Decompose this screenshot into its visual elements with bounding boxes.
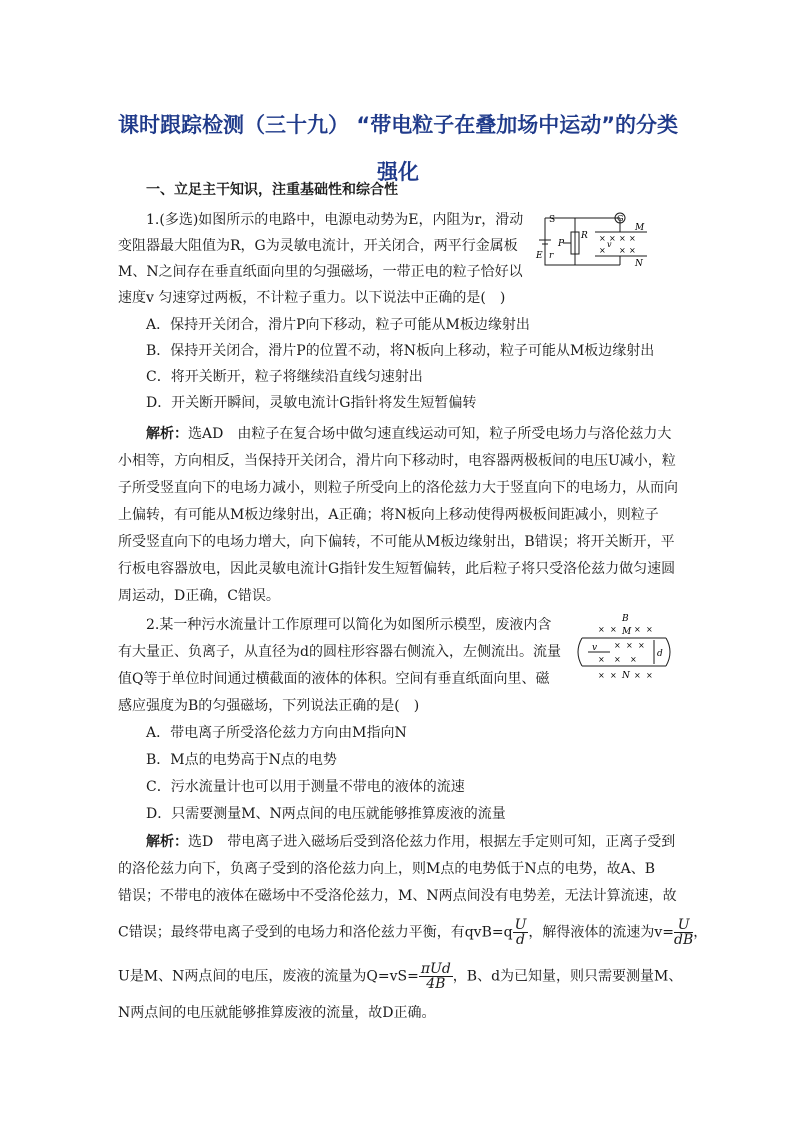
fraction-flow [419, 962, 453, 991]
fig2-x3: × [634, 625, 641, 634]
fig2-x4: × [646, 625, 653, 634]
section-heading: 一、立足主干知识，注重基础性和综合性 [146, 182, 398, 198]
q2-analysis-2: 的洛伦兹力向下，负离子受到的洛伦兹力向上，则M点的电势低于N点的电势，故A、B [118, 861, 655, 877]
q1-analysis-5: 所受竖直向下的电场力增大，向下偏转，不可能从M板边缘射出，B错误；将开关断开，平 [118, 534, 675, 550]
fig1-crosses-2: × [609, 234, 616, 243]
fig1-crosses-3: × [619, 234, 626, 243]
fig2-x10: × [630, 655, 637, 664]
q2-analysis-1 [146, 832, 675, 852]
fig2-x1: × [598, 625, 605, 634]
fig2-n: N [622, 671, 630, 681]
q2-flow-post: ，B、d为已知量，则只需要测量M、 [452, 968, 683, 985]
fig2-v: v [592, 643, 598, 653]
fig1-crosses-7: × [629, 246, 636, 255]
q1-option-b: B．保持开关闭合，滑片P的位置不动，将N板向上移动，粒子可能从M板边缘射出 [146, 343, 655, 359]
q2-flow-pre: U是M、N两点间的电压，废液的流量为Q=vS= [118, 968, 419, 985]
fraction-u-over-d [513, 918, 529, 947]
q1-analysis-text-1: 选AD 由粒子在复合场中做匀速直线运动可知，粒子所受电场力与洛伦兹力大 [188, 426, 672, 442]
q1-line-4: 速度v 匀速穿过两板，不计粒子重力。以下说法中正确的是( ) [118, 290, 506, 306]
q2-eq-mid: ，解得液体的流速为v= [528, 924, 675, 941]
q2-eq-post: ， [693, 924, 708, 941]
title-line2: 强化 [377, 160, 419, 184]
fig2-x9: × [614, 655, 621, 664]
fig1-crosses-1: × [599, 234, 609, 243]
fig1-v: v [607, 240, 612, 249]
fig2-x5: × [614, 641, 621, 650]
q2-option-c: C．污水流量计也可以用于测量不带电的液体的流速 [146, 779, 465, 795]
fig2-m: M [622, 627, 632, 637]
q1-analysis-label: 解析： [146, 426, 188, 442]
q2-analysis-4 [118, 918, 707, 947]
title-left: 课时跟踪检测（三十九） [118, 113, 349, 137]
frac3-den: 4B [426, 976, 446, 992]
q2-analysis-3: 错误；不带电的液体在磁场中不受洛伦兹力，M、N两点间没有电势差，无法计算流速，故 [118, 888, 677, 904]
fig1-crosses-6: × [619, 246, 626, 255]
fig1-m: M [635, 223, 645, 233]
q1-line-3: M、N之间存在垂直纸面向里的匀强磁场，一带正电的粒子恰好以 [118, 264, 523, 280]
q2-option-a: A．带电离子所受洛伦兹力方向由M指向N [146, 725, 407, 741]
fig2-x11: × [598, 671, 605, 680]
frac1-num: U [514, 917, 527, 933]
fig1-r-big: R [581, 231, 588, 241]
q1-option-d: D．开关断开瞬间，灵敏电流计G指针将发生短暂偏转 [146, 395, 477, 411]
fig2-x2: × [610, 625, 617, 634]
fig2-x7: × [638, 641, 645, 650]
fig2-x8: × [598, 655, 605, 664]
q2-analysis-text-1: 选D 带电离子进入磁场后受到洛伦兹力作用，根据左手定则可知，正离子受到 [188, 834, 676, 850]
q1-analysis-4: 上偏转，有可能从M板边缘射出，A正确；将N板向上移动使得两极板间距减小，则粒子 [118, 507, 659, 523]
fig2-b: B [622, 614, 629, 624]
fig1-crosses-5: × [599, 246, 606, 255]
fig1-crosses-4: × [629, 234, 636, 243]
q1-line-2: 变阻器最大阻值为R，G为灵敏电流计，开关闭合，两平行金属板 [118, 238, 518, 254]
q2-option-d: D．只需要测量M、N两点间的电压就能够推算废液的流量 [146, 806, 506, 822]
q2-line-3: 值Q等于单位时间通过横截面的液体的体积。空间有垂直纸面向里、磁 [118, 671, 550, 687]
q1-analysis-6: 行板电容器放电，因此灵敏电流计G指针发生短暂偏转，此后粒子将只受洛伦兹力做匀速圆 [118, 561, 676, 577]
q2-option-b: B．M点的电势高于N点的电势 [146, 752, 337, 768]
fig1-s: S [549, 215, 556, 225]
fig1-n: N [635, 259, 643, 269]
q1-analysis-7: 周运动，D正确，C错误。 [118, 588, 280, 604]
fig2-d: d [657, 649, 663, 659]
q2-line-1: 2.某一种污水流量计工作原理可以简化为如图所示模型，废液内含 [146, 617, 552, 633]
q2-analysis-6: N两点间的电压就能够推算废液的流量，故D正确。 [118, 1005, 436, 1021]
fraction-u-over-db [674, 918, 693, 947]
fig1-g: G [617, 214, 624, 223]
fig1-e: E [536, 251, 543, 261]
fig2-x14: × [646, 671, 653, 680]
flowmeter-figure [570, 612, 680, 684]
title-right: “带电粒子在叠加场中运动”的分类 [356, 113, 678, 137]
q1-option-a: A．保持开关闭合，滑片P向下移动，粒子可能从M板边缘射出 [146, 317, 530, 333]
fig2-x6: × [626, 641, 633, 650]
circuit-figure [535, 210, 665, 272]
frac1-den: d [515, 932, 525, 948]
q1-option-c: C．将开关断开，粒子将继续沿直线匀速射出 [146, 369, 423, 385]
fig2-x12: × [610, 671, 617, 680]
q2-analysis-label: 解析： [146, 834, 188, 850]
q2-analysis-5 [118, 962, 682, 991]
q2-line-4: 感应强度为B的匀强磁场，下列说法正确的是( ) [118, 698, 420, 714]
frac3-num: πUd [420, 961, 451, 977]
frac2-num: U [674, 918, 693, 933]
q2-eq-pre: C错误；最终带电离子受到的电场力和洛伦兹力平衡，有qvB=q [118, 924, 513, 941]
q1-analysis-1 [146, 424, 671, 444]
q2-line-2: 有大量正、负离子，从直径为d的圆柱形容器右侧流入，左侧流出。流量 [118, 644, 561, 660]
q1-analysis-3: 子所受竖直向下的电场力减小，则粒子所受向上的洛伦兹力大于竖直向下的电场力，从而向 [118, 480, 678, 496]
q1-analysis-2: 小相等，方向相反，当保持开关闭合，滑片向下移动时，电容器两极板间的电压U减小，粒 [118, 453, 676, 469]
fig1-r: r [549, 251, 554, 261]
fig2-x13: × [634, 671, 641, 680]
q1-line-1: 1.(多选)如图所示的电路中，电源电动势为E，内阻为r，滑动 [146, 212, 524, 228]
frac2-den: dB [674, 932, 694, 948]
fig1-p: P [558, 239, 565, 249]
